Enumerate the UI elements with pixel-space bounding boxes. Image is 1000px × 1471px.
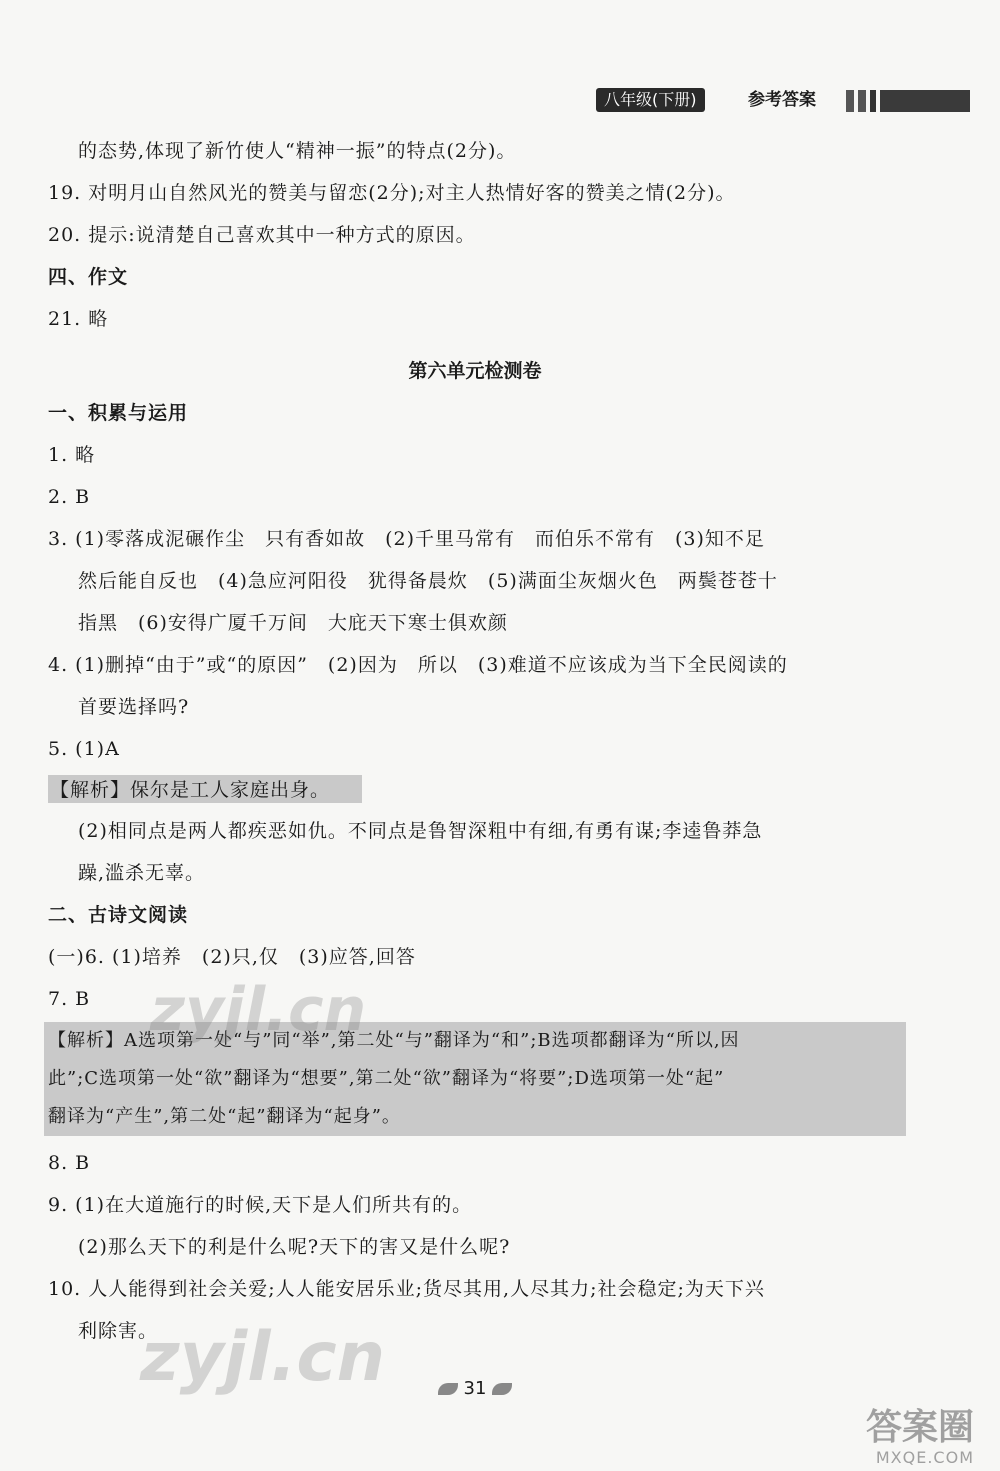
- text-line: 躁,滥杀无辜。: [78, 862, 206, 884]
- page-number: 31: [463, 1378, 487, 1399]
- unit-title: 第六单元检测卷: [408, 360, 542, 382]
- text-line: 首要选择吗?: [78, 696, 190, 718]
- answer-21: 21. 略: [48, 308, 109, 330]
- answer-10: 10. 人人能得到社会关爱;人人能安居乐业;货尽其用,人尽其力;社会稳定;为天下兴: [48, 1278, 765, 1300]
- watermark: zyjl.cn: [150, 975, 367, 1045]
- text-line: 利除害。: [78, 1320, 159, 1342]
- analysis-text: 翻译为“产生”,第二处“起”翻译为“起身”。: [48, 1106, 401, 1127]
- text-line: (2)那么天下的利是什么呢?天下的害又是什么呢?: [78, 1236, 511, 1258]
- text-line: (2)相同点是两人都疾恶如仇。不同点是鲁智深粗中有细,有勇有谋;李逵鲁莽急: [78, 820, 763, 842]
- leaf-icon: [492, 1383, 512, 1395]
- page-number-block: [0, 1378, 950, 1399]
- site-stamp: [814, 1408, 974, 1468]
- answers-label: 参考答案: [748, 90, 816, 110]
- answer-19: 19. 对明月山自然风光的赞美与留恋(2分);对主人热情好客的赞美之情(2分)。: [48, 182, 736, 204]
- stamp-url: MXQE.COM: [875, 1448, 974, 1467]
- grade-tag: 八年级(下册): [596, 88, 705, 112]
- header-bars: [846, 90, 970, 112]
- text-line: 指黑 (6)安得广厦千万间 大庇天下寒士俱欢颜: [78, 612, 508, 634]
- answer-4: 4. (1)删掉“由于”或“的原因” (2)因为 所以 (3)难道不应该成为当下全民阅读的: [48, 654, 788, 676]
- answer-6: (一)6. (1)培养 (2)只,仅 (3)应答,回答: [48, 946, 416, 968]
- analysis-text: 【解析】保尔是工人家庭出身。: [50, 779, 331, 801]
- stamp-logo: 答案圈: [865, 1407, 974, 1448]
- answer-1: 1. 略: [48, 444, 96, 466]
- answer-2: 2. B: [48, 486, 91, 508]
- analysis-text: 此”;C选项第一处“欲”翻译为“想要”,第二处“欲”翻译为“将要”;D选项第一处“起”: [48, 1068, 725, 1089]
- answer-5: 5. (1)A: [48, 738, 120, 760]
- answer-7: 7. B: [48, 988, 91, 1010]
- text-line: 然后能自反也 (4)急应河阳役 犹得备晨炊 (5)满面尘灰烟火色 两鬓苍苍十: [78, 570, 778, 592]
- answer-8: 8. B: [48, 1152, 91, 1174]
- page-header: [596, 88, 976, 114]
- watermark: zyjl.cn: [140, 1318, 386, 1397]
- analysis-text: 【解析】A选项第一处“与”同“举”,第二处“与”翻译为“和”;B选项都翻译为“所以,因: [48, 1030, 740, 1051]
- section-heading: 四、作文: [48, 266, 129, 288]
- section-heading: 一、积累与运用: [48, 402, 189, 424]
- answer-20: 20. 提示:说清楚自己喜欢其中一种方式的原因。: [48, 224, 476, 246]
- answer-9: 9. (1)在大道施行的时候,天下是人们所共有的。: [48, 1194, 473, 1216]
- section-heading: 二、古诗文阅读: [48, 904, 189, 926]
- text-line: 的态势,体现了新竹使人“精神一振”的特点(2分)。: [78, 140, 517, 162]
- answer-3: 3. (1)零落成泥碾作尘 只有香如故 (2)千里马常有 而伯乐不常有 (3)知不足: [48, 528, 765, 550]
- leaf-icon: [438, 1383, 458, 1395]
